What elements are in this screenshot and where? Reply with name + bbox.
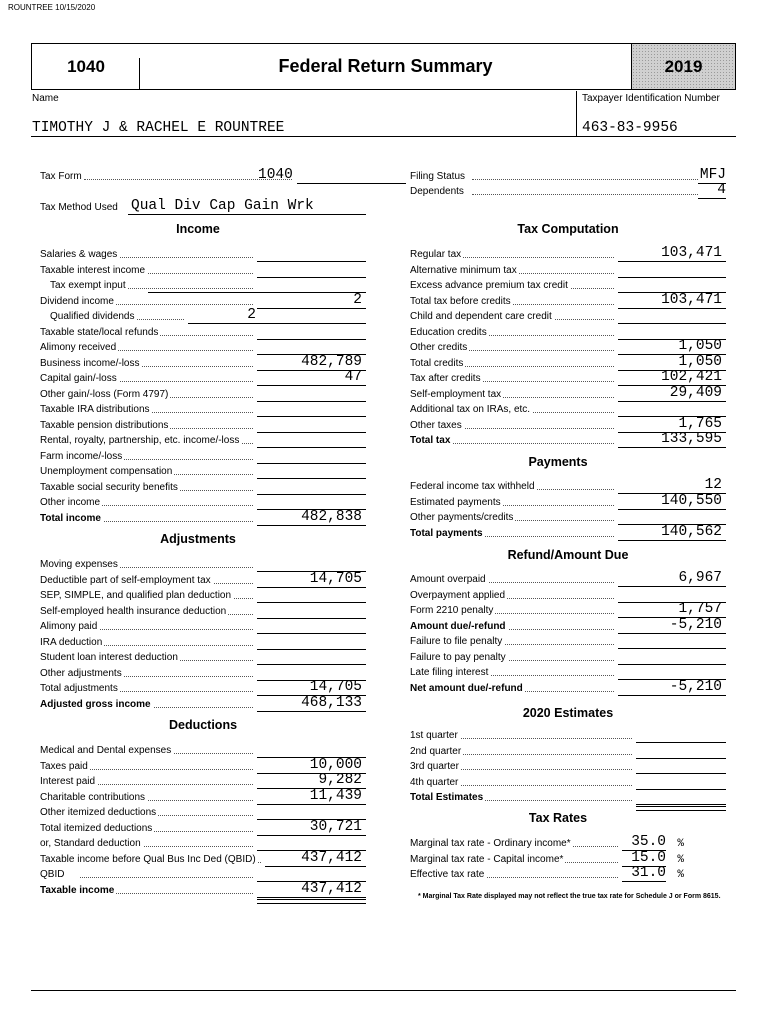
tax-computation-label: Tax after credits xyxy=(410,373,481,384)
adjustments-row xyxy=(40,558,366,572)
dependents-label: Dependents xyxy=(410,186,464,197)
payments-row xyxy=(410,477,726,494)
income-row xyxy=(40,341,366,355)
income-label: Other gain/-loss (Form 4797) xyxy=(40,389,169,400)
income-label: Capital gain/-loss xyxy=(40,373,117,384)
income-row xyxy=(40,496,366,510)
payments-row xyxy=(410,511,726,525)
deductions-label: Other itemized deductions xyxy=(40,807,157,818)
income-value: 482,789 xyxy=(301,354,362,370)
income-label: Tax exempt input xyxy=(50,280,126,291)
tax-method-value: Qual Div Cap Gain Wrk xyxy=(131,198,314,214)
income-label: Taxable social security benefits xyxy=(40,482,178,493)
tax-computation-label: Regular tax xyxy=(410,249,462,260)
income-row xyxy=(40,465,366,479)
filing-status-row xyxy=(410,167,726,184)
estimates-row xyxy=(410,729,726,743)
tax-rates-label: Effective tax rate xyxy=(410,869,485,880)
income-label: Total income xyxy=(40,513,101,524)
tax-rates-value: 31.0 xyxy=(631,865,666,881)
income-label: Alimony received xyxy=(40,342,117,353)
estimates-label: 4th quarter xyxy=(410,777,459,788)
deductions-value: 9,282 xyxy=(318,772,362,788)
tax-computation-value: 103,471 xyxy=(661,292,722,308)
refund-value: 1,757 xyxy=(678,601,722,617)
tax-computation-row xyxy=(410,338,726,355)
tax-computation-label: Child and dependent care credit xyxy=(410,311,552,322)
payments-row xyxy=(410,524,726,541)
payments-heading: Payments xyxy=(528,455,588,469)
tax-form-label: Tax Form xyxy=(40,171,82,182)
income-label: Dividend income xyxy=(40,296,114,307)
tax-computation-label: Self-employment tax xyxy=(410,389,502,400)
refund-row xyxy=(410,651,726,665)
adjustments-label: Other adjustments xyxy=(40,668,122,679)
prepared-line: ROUNTREE 10/15/2020 xyxy=(8,3,96,12)
tax-computation-row xyxy=(410,292,726,309)
refund-label: Amount due/-refund xyxy=(410,621,506,632)
tax-form-row xyxy=(40,167,366,184)
deductions-row xyxy=(40,881,366,898)
tax-computation-label: Total tax before credits xyxy=(410,296,511,307)
tax-rates-value: 15.0 xyxy=(631,850,666,866)
income-label: Rental, royalty, partnership, etc. income/-loss xyxy=(40,435,240,446)
payments-label: Federal income tax withheld xyxy=(410,481,535,492)
income-row xyxy=(40,354,366,371)
refund-label: Failure to file penalty xyxy=(410,636,503,647)
taxpayer-name: TIMOTHY J & RACHEL E ROUNTREE xyxy=(32,120,285,136)
deductions-label: Total itemized deductions xyxy=(40,823,153,834)
deductions-row xyxy=(40,757,366,774)
refund-row xyxy=(410,679,726,696)
tax-rate-unit: % xyxy=(677,869,684,881)
adjustments-label: SEP, SIMPLE, and qualified plan deduction xyxy=(40,590,232,601)
adjustments-value: 468,133 xyxy=(301,695,362,711)
income-value: 2 xyxy=(353,292,362,308)
estimates-heading: 2020 Estimates xyxy=(522,706,614,720)
refund-row xyxy=(410,617,726,634)
estimates-label: 3rd quarter xyxy=(410,761,459,772)
tax-rate-unit: % xyxy=(677,838,684,850)
refund-label: Late filing interest xyxy=(410,667,489,678)
title-box xyxy=(31,43,736,90)
tax-computation-label: Other taxes xyxy=(410,420,462,431)
adjustments-label: Student loan interest deduction xyxy=(40,652,178,663)
deductions-label: Charitable contributions xyxy=(40,792,146,803)
income-row xyxy=(40,388,366,402)
income-label: Business income/-loss xyxy=(40,358,140,369)
deductions-label: Taxable income before Qual Bus Inc Ded (QBID) xyxy=(40,854,256,865)
income-label: Farm income/-loss xyxy=(40,451,123,462)
income-row xyxy=(40,307,366,324)
deductions-label: Taxable income xyxy=(40,885,115,896)
adjustments-value: 14,705 xyxy=(309,571,362,587)
refund-row xyxy=(410,666,726,680)
income-value: 482,838 xyxy=(301,509,362,525)
deductions-label: QBID xyxy=(40,869,65,880)
tax-rates-row xyxy=(410,834,706,851)
adjustments-row xyxy=(40,589,366,603)
tax-computation-label: Total tax xyxy=(410,435,451,446)
name-rule xyxy=(31,136,736,137)
tax-computation-row xyxy=(410,385,726,402)
dependents-row xyxy=(410,182,726,199)
tax-computation-row xyxy=(410,431,726,448)
tax-rates-row xyxy=(410,865,706,882)
deductions-label: Taxes paid xyxy=(40,761,88,772)
income-label: Other income xyxy=(40,497,101,508)
estimates-label: Total Estimates xyxy=(410,792,484,803)
payments-value: 140,550 xyxy=(661,493,722,509)
tax-computation-heading: Tax Computation xyxy=(517,222,619,236)
filing-status-label: Filing Status xyxy=(410,171,466,182)
adjustments-label: Self-employed health insurance deduction xyxy=(40,606,227,617)
income-row xyxy=(40,264,366,278)
estimates-row xyxy=(410,760,726,774)
refund-row xyxy=(410,601,726,618)
estimates-label: 1st quarter xyxy=(410,730,458,741)
income-row xyxy=(40,403,366,417)
income-row xyxy=(40,292,366,309)
refund-row xyxy=(410,635,726,649)
tin-label: Taxpayer Identification Number xyxy=(582,93,720,104)
taxpayer-id: 463-83-9956 xyxy=(582,120,678,136)
income-row xyxy=(40,369,366,386)
tax-computation-row xyxy=(410,310,726,324)
adjustments-row xyxy=(40,695,366,712)
income-label: Taxable pension distributions xyxy=(40,420,169,431)
deductions-heading: Deductions xyxy=(168,718,238,732)
tax-method-row xyxy=(40,198,366,215)
estimates-row xyxy=(410,745,726,759)
payments-value: 140,562 xyxy=(661,524,722,540)
tax-year: 2019 xyxy=(631,44,735,89)
adjustments-row xyxy=(40,620,366,634)
adjustments-label: IRA deduction xyxy=(40,637,103,648)
form-number: 1040 xyxy=(67,56,105,76)
refund-label: Failure to pay penalty xyxy=(410,652,506,663)
tax-computation-row xyxy=(410,279,726,293)
deductions-value: 437,412 xyxy=(301,850,362,866)
name-label: Name xyxy=(32,93,59,104)
deductions-row xyxy=(40,788,366,805)
deductions-value: 30,721 xyxy=(309,819,362,835)
tax-rates-label: Marginal tax rate - Ordinary income* xyxy=(410,838,571,849)
income-value: 2 xyxy=(247,307,256,323)
deductions-label: or, Standard deduction xyxy=(40,838,141,849)
deductions-row xyxy=(40,819,366,836)
page-title: Federal Return Summary xyxy=(278,56,493,76)
income-label: Qualified dividends xyxy=(50,311,135,322)
adjustments-value: 14,705 xyxy=(309,679,362,695)
tax-computation-value: 1,050 xyxy=(678,354,722,370)
refund-label: Net amount due/-refund xyxy=(410,683,523,694)
tax-computation-value: 1,765 xyxy=(678,416,722,432)
double-rule xyxy=(257,899,366,904)
deductions-row xyxy=(40,744,366,758)
income-label: Salaries & wages xyxy=(40,249,118,260)
income-label: Unemployment compensation xyxy=(40,466,173,477)
adjustments-label: Alimony paid xyxy=(40,621,98,632)
income-row xyxy=(40,419,366,433)
income-value: 47 xyxy=(344,369,362,385)
tax-computation-label: Education credits xyxy=(410,327,487,338)
deductions-value: 11,439 xyxy=(309,788,362,804)
adjustments-row xyxy=(40,679,366,696)
tin-divider xyxy=(576,91,577,137)
adjustments-label: Moving expenses xyxy=(40,559,118,570)
income-row xyxy=(40,450,366,464)
refund-value: -5,210 xyxy=(669,617,722,633)
tax-method-label: Tax Method Used xyxy=(40,202,118,213)
refund-label: Overpayment applied xyxy=(410,590,506,601)
adjustments-label: Adjusted gross income xyxy=(40,699,151,710)
tax-rates-value: 35.0 xyxy=(631,834,666,850)
bottom-rule xyxy=(31,990,736,991)
estimates-label: 2nd quarter xyxy=(410,746,462,757)
adjustments-row xyxy=(40,571,366,588)
refund-value: -5,210 xyxy=(669,679,722,695)
refund-label: Form 2210 penalty xyxy=(410,605,494,616)
income-row xyxy=(40,509,366,526)
income-row xyxy=(40,279,366,293)
adjustments-label: Total adjustments xyxy=(40,683,118,694)
refund-row xyxy=(410,570,726,587)
tax-computation-label: Alternative minimum tax xyxy=(410,265,517,276)
income-row xyxy=(40,434,366,448)
income-label: Taxable state/local refunds xyxy=(40,327,159,338)
payments-label: Other payments/credits xyxy=(410,512,514,523)
tax-rates-label: Marginal tax rate - Capital income* xyxy=(410,854,564,865)
income-label: Taxable interest income xyxy=(40,265,146,276)
deductions-row xyxy=(40,772,366,789)
adjustments-heading: Adjustments xyxy=(160,532,236,546)
adjustments-row xyxy=(40,605,366,619)
estimates-row xyxy=(410,791,726,805)
deductions-value: 10,000 xyxy=(309,757,362,773)
tax-computation-row xyxy=(410,245,726,262)
deductions-row xyxy=(40,868,366,882)
tax-computation-value: 1,050 xyxy=(678,338,722,354)
income-row xyxy=(40,481,366,495)
tax-computation-label: Total credits xyxy=(410,358,464,369)
footnote: * Marginal Tax Rate displayed may not reflect the true tax rate for Schedule J or Form 8615. xyxy=(418,893,721,900)
adjustments-row xyxy=(40,636,366,650)
filing-status-value: MFJ xyxy=(699,167,726,183)
income-row xyxy=(40,326,366,340)
deductions-label: Interest paid xyxy=(40,776,96,787)
income-row xyxy=(40,248,366,262)
payments-row xyxy=(410,493,726,510)
adjustments-row xyxy=(40,651,366,665)
tax-computation-label: Additional tax on IRAs, etc. xyxy=(410,404,531,415)
tax-computation-row xyxy=(410,403,726,417)
tax-computation-row xyxy=(410,369,726,386)
tax-form-value: 1040 xyxy=(258,167,293,183)
tax-computation-value: 29,409 xyxy=(669,385,722,401)
payments-label: Estimated payments xyxy=(410,497,501,508)
tax-computation-label: Other credits xyxy=(410,342,468,353)
refund-heading: Refund/Amount Due xyxy=(507,548,629,562)
tax-computation-value: 103,471 xyxy=(661,245,722,261)
refund-value: 6,967 xyxy=(678,570,722,586)
double-rule xyxy=(636,806,726,811)
income-heading: Income xyxy=(176,222,220,236)
tax-computation-row xyxy=(410,264,726,278)
adjustments-label: Deductible part of self-employment tax xyxy=(40,575,211,586)
refund-label: Amount overpaid xyxy=(410,574,486,585)
payments-label: Total payments xyxy=(410,528,483,539)
deductions-row xyxy=(40,806,366,820)
deductions-value: 437,412 xyxy=(301,881,362,897)
tax-computation-value: 133,595 xyxy=(661,431,722,447)
payments-value: 12 xyxy=(704,477,722,493)
tax-rate-unit: % xyxy=(677,854,684,866)
tax-rates-heading: Tax Rates xyxy=(528,811,588,825)
income-label: Taxable IRA distributions xyxy=(40,404,150,415)
deductions-row xyxy=(40,850,366,867)
dependents-value: 4 xyxy=(717,182,726,198)
tax-computation-value: 102,421 xyxy=(661,369,722,385)
deductions-label: Medical and Dental expenses xyxy=(40,745,172,756)
deductions-row xyxy=(40,837,366,851)
estimates-row xyxy=(410,776,726,790)
tax-computation-label: Excess advance premium tax credit xyxy=(410,280,568,291)
